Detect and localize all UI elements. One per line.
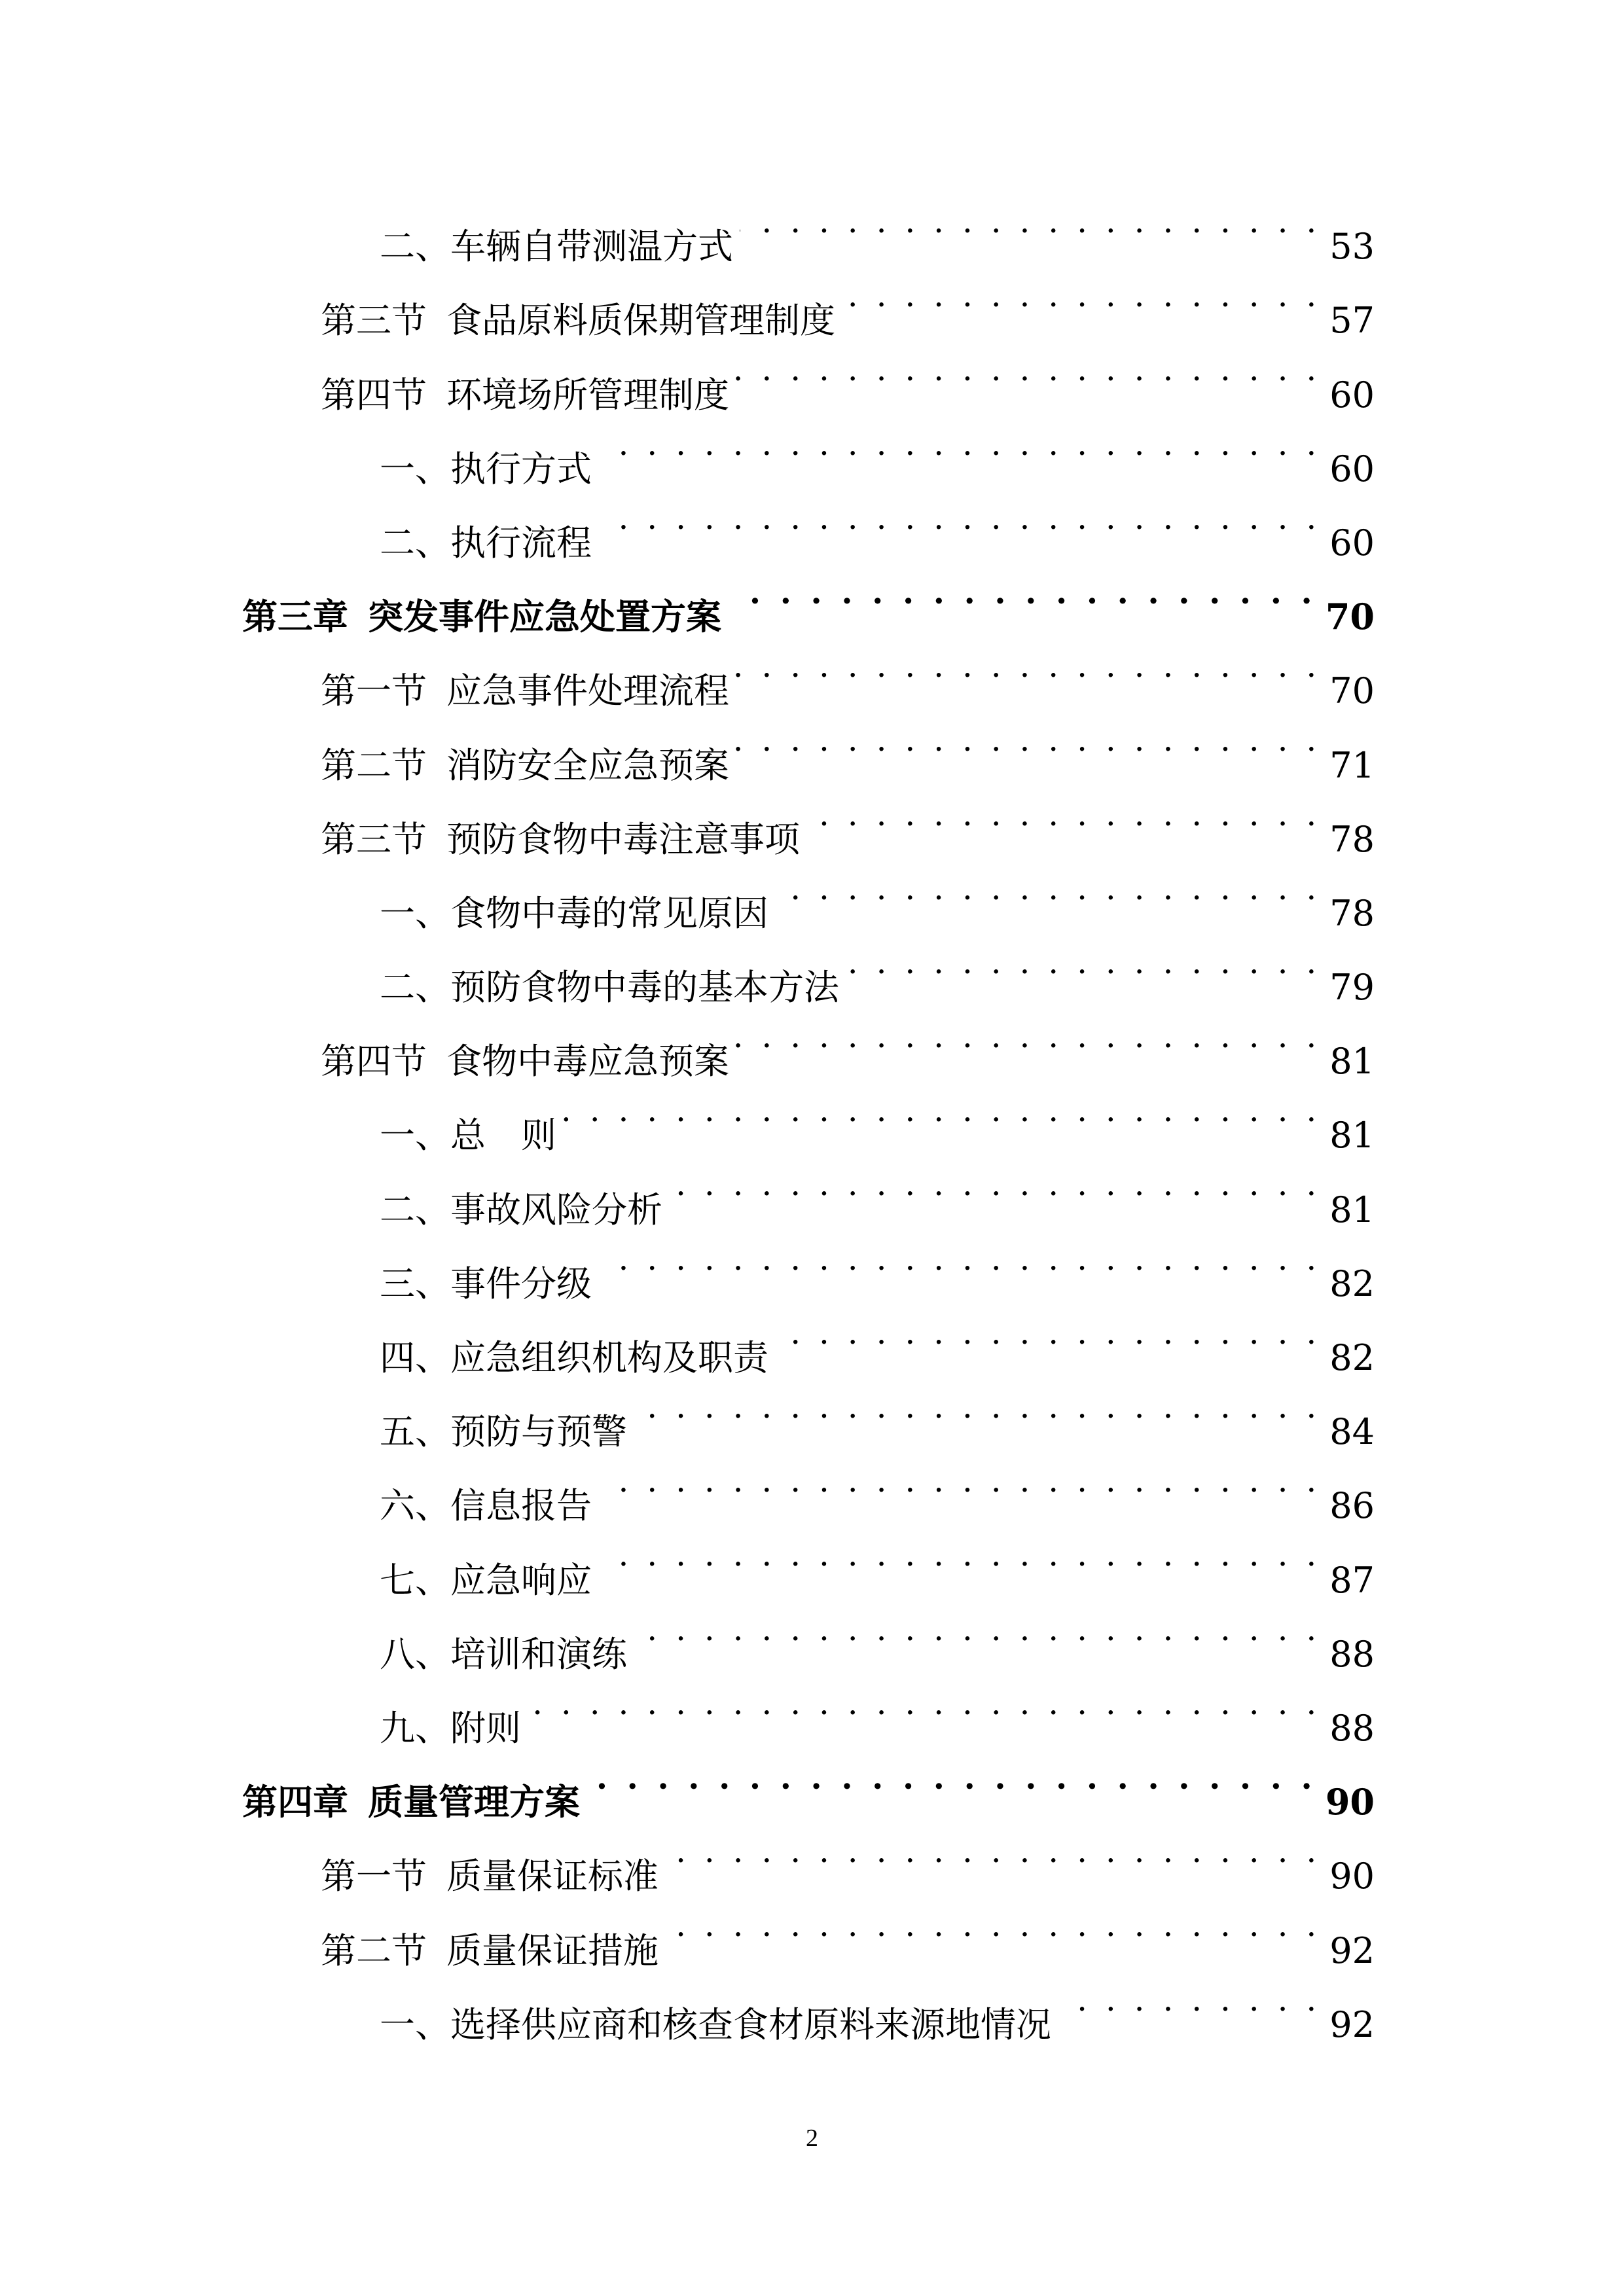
toc-dot-leader — [598, 1222, 1320, 1296]
toc-entry-text: 预防与预警 — [450, 1411, 627, 1453]
toc-entry-text: 执行方式 — [450, 448, 592, 490]
toc-entry-prefix: 二、 — [380, 522, 450, 564]
toc-entry-text: 突发事件应急处置方案 — [368, 596, 721, 638]
toc-entry-prefix: 八、 — [380, 1633, 450, 1675]
toc-page-number: 78 — [1329, 818, 1375, 860]
toc-entry-title — [321, 802, 800, 876]
toc-page-number: 82 — [1329, 1263, 1375, 1304]
toc-entry-prefix: 二、 — [380, 967, 450, 1009]
toc-entry-text: 附则 — [450, 1707, 521, 1749]
toc-entry-prefix: 二、 — [380, 1189, 450, 1230]
toc-subsection-entry[interactable] — [242, 185, 1375, 268]
toc-entry-text: 执行流程 — [450, 522, 592, 564]
toc-dot-leader — [598, 1518, 1320, 1592]
toc-entry-text: 食物中毒的常见原因 — [450, 892, 768, 934]
toc-entry-prefix: 第四节 — [321, 374, 427, 416]
toc-entry-text: 培训和演练 — [450, 1633, 627, 1675]
toc-entry-prefix: 第四节 — [321, 1041, 427, 1083]
toc-entry-prefix: 三、 — [380, 1263, 450, 1304]
toc-page-number: 92 — [1329, 1929, 1375, 1971]
toc-dot-leader — [806, 778, 1320, 852]
toc-dot-leader — [586, 1740, 1316, 1814]
toc-entry-text: 应急响应 — [450, 1559, 592, 1601]
toc-entry-prefix: 一、 — [380, 2003, 450, 2045]
toc-page-number: 88 — [1329, 1707, 1375, 1749]
toc-entry-title — [380, 876, 768, 950]
toc-entry-title — [380, 1098, 556, 1172]
toc-page-number: 53 — [1329, 226, 1375, 268]
toc-entry-title — [380, 1247, 592, 1321]
toc-entry-title — [242, 580, 721, 654]
toc-entry-prefix: 七、 — [380, 1559, 450, 1601]
toc-dot-leader — [1058, 1963, 1320, 2037]
toc-page-number: 70 — [1325, 596, 1375, 638]
toc-entry-title — [380, 1691, 521, 1765]
toc-page-number: 86 — [1329, 1485, 1375, 1527]
toc-entry-text: 食物中毒应急预案 — [446, 1041, 729, 1083]
toc-entry-prefix: 四、 — [380, 1337, 450, 1378]
toc-dot-leader — [669, 1147, 1320, 1221]
toc-page-number: 70 — [1329, 670, 1375, 712]
toc-page-number: 81 — [1329, 1041, 1375, 1083]
toc-entry-text: 环境场所管理制度 — [446, 374, 729, 416]
toc-dot-leader — [665, 1888, 1320, 1962]
toc-dot-leader — [665, 1814, 1320, 1888]
toc-entry-title — [380, 432, 592, 506]
toc-entry-title — [242, 1765, 580, 1839]
toc-dot-leader — [842, 259, 1320, 332]
toc-dot-leader — [528, 1666, 1320, 1740]
toc-dot-leader — [634, 1370, 1320, 1444]
toc-entry-prefix: 六、 — [380, 1485, 450, 1527]
toc-page-number: 81 — [1329, 1189, 1375, 1230]
toc-page-number: 60 — [1329, 374, 1375, 416]
toc-page-number: 90 — [1325, 1781, 1375, 1823]
toc-entry-text: 选择供应商和核查食材原料来源地情况 — [450, 2003, 1051, 2045]
toc-entry-text: 车辆自带测温方式 — [450, 226, 733, 268]
toc-entry-title — [321, 1914, 659, 1988]
toc-entry-title — [380, 209, 733, 283]
toc-dot-leader — [775, 1296, 1320, 1370]
toc-page-number: 90 — [1329, 1856, 1375, 1897]
toc-entry-text: 信息报告 — [450, 1485, 592, 1527]
toc-entry-prefix: 二、 — [380, 226, 450, 268]
toc-page-number: 82 — [1329, 1337, 1375, 1378]
toc-entry-title — [321, 728, 729, 802]
page-number: 2 — [806, 2125, 818, 2152]
toc-page-number: 88 — [1329, 1633, 1375, 1675]
toc-page-number: 78 — [1329, 892, 1375, 934]
toc-dot-leader — [740, 185, 1320, 259]
toc-entry-title — [321, 654, 729, 728]
toc-entry-text: 预防食物中毒注意事项 — [446, 818, 800, 860]
toc-dot-leader — [598, 1444, 1320, 1518]
toc-entry-prefix: 第二节 — [321, 1929, 427, 1971]
toc-entry-prefix: 第三章 — [242, 596, 348, 638]
toc-page-number: 84 — [1329, 1411, 1375, 1453]
toc-page-number: 57 — [1329, 300, 1375, 342]
toc-dot-leader — [598, 481, 1320, 555]
toc-entry-text: 应急事件处理流程 — [446, 670, 729, 712]
toc-entry-text: 质量保证标准 — [446, 1856, 659, 1897]
toc-page-number: 87 — [1329, 1559, 1375, 1601]
toc-page-number: 60 — [1329, 522, 1375, 564]
toc-page-number: 60 — [1329, 448, 1375, 490]
toc-page-number: 81 — [1329, 1115, 1375, 1157]
toc-entry-title — [380, 1543, 592, 1617]
toc-entry-prefix: 第一节 — [321, 670, 427, 712]
toc-dot-leader — [736, 703, 1320, 777]
toc-dot-leader — [634, 1592, 1320, 1666]
toc-page-number: 79 — [1329, 967, 1375, 1009]
toc-entry-prefix: 五、 — [380, 1411, 450, 1453]
toc-dot-leader — [598, 407, 1320, 481]
toc-entry-text: 应急组织机构及职责 — [450, 1337, 768, 1378]
toc-entry-prefix: 第二节 — [321, 744, 427, 786]
toc-entry-text: 食品原料质保期管理制度 — [446, 300, 835, 342]
toc-dot-leader — [775, 852, 1320, 925]
toc-entry-title — [380, 1988, 1051, 2062]
toc-entry-prefix: 第三节 — [321, 818, 427, 860]
toc-entry-prefix: 一、 — [380, 1115, 450, 1157]
toc-dot-leader — [728, 555, 1316, 629]
table-of-contents — [242, 185, 1375, 2045]
toc-page-number: 71 — [1329, 744, 1375, 786]
toc-entry-prefix: 第一节 — [321, 1856, 427, 1897]
toc-entry-text: 事件分级 — [450, 1263, 592, 1304]
toc-entry-text: 总 则 — [450, 1115, 556, 1157]
toc-entry-prefix: 九、 — [380, 1707, 450, 1749]
toc-entry-title — [380, 506, 592, 580]
toc-dot-leader — [736, 629, 1320, 703]
toc-page-number: 92 — [1329, 2003, 1375, 2045]
toc-dot-leader — [736, 999, 1320, 1073]
toc-entry-text: 质量保证措施 — [446, 1929, 659, 1971]
toc-entry-title — [380, 1469, 592, 1543]
toc-entry-text: 预防食物中毒的基本方法 — [450, 967, 839, 1009]
toc-dot-leader — [846, 925, 1320, 999]
toc-entry-prefix: 一、 — [380, 892, 450, 934]
toc-entry-title — [380, 1395, 627, 1469]
toc-dot-leader — [563, 1073, 1320, 1147]
toc-dot-leader — [736, 332, 1320, 406]
toc-entry-prefix: 第四章 — [242, 1781, 348, 1823]
toc-entry-title — [321, 1839, 659, 1913]
toc-entry-text: 质量管理方案 — [368, 1781, 580, 1823]
toc-entry-text: 事故风险分析 — [450, 1189, 662, 1230]
toc-entry-text: 消防安全应急预案 — [446, 744, 729, 786]
toc-entry-prefix: 一、 — [380, 448, 450, 490]
toc-entry-prefix: 第三节 — [321, 300, 427, 342]
